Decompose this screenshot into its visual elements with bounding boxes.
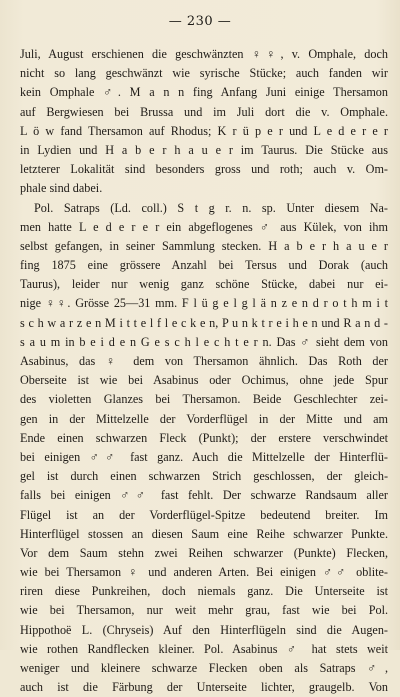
text-line: Juli, August erschienen die geschwänzten ♀♀, v. Omphale, doch	[20, 47, 388, 61]
text-line: weniger und kleinere schwarze Flecken oben als Satraps ♂,	[20, 661, 388, 675]
text-line: in Lydien und H a b e r h a u e r im Taurus. Die Stücke aus	[20, 142, 388, 157]
text-line: gel ist durch einen schwarzen Strich geschlossen, der gleich-	[20, 469, 388, 484]
text-line: letzterer Lokalität sind besonders gross und roth; auch v. Om-	[20, 162, 388, 177]
body-text	[20, 45, 388, 697]
text-line: riren diese Punkreihen, doch niemals ganz. Die Unterseite ist	[20, 584, 388, 599]
text-line: s c h w a r z e n M i t t e l f l e c k e n, P u n k t r e i h e n und R a n d -	[20, 315, 388, 330]
page-number: — 230 —	[168, 14, 232, 29]
text-line: wie rothen Randflecken kleiner. Pol. Asabinus ♂ hat stets weit	[20, 641, 388, 656]
text-line: selbst gefangen, in seiner Sammlung stecken. H a b e r h a u e r	[20, 238, 388, 253]
text-line: Pol. Satraps (Ld. coll.) S t g r. n. sp. Unter diesem Na-	[34, 200, 388, 215]
text-line: phale sind dabei.	[20, 181, 103, 196]
text-line: Asabinus, das ♀ dem von Thersamon ähnlich. Das Roth der	[20, 354, 388, 368]
text-line: nige ♀♀. Grösse 25—31 mm. F l ü g e l g l ä n z e n d r o t h m i t	[20, 296, 388, 311]
text-line: men hatte L e d e r e r ein abgeflogenes ♂ aus Külek, von ihm	[20, 219, 388, 234]
text-line: Vor dem Saum stehn zwei Reihen schwarzer (Punkte) Flecken,	[20, 545, 388, 560]
text-line: wie bei Thersamon ♀ und anderen Arten. Bei einigen ♂♂ oblite-	[20, 565, 388, 580]
text-line: Hippothoë L. (Chryseis) Auf den Hinterflügeln sind die Augen-	[20, 622, 388, 637]
text-line: Flügel ist an der Vorderflügel-Spitze bedeutend breiter. Im	[20, 507, 388, 522]
text-line: Oberseite ist wie bei Asabinus oder Ochimus, ohne jede Spur	[20, 373, 388, 388]
text-line: auch ist die Färbung der Unterseite lichter, graugelb. Von	[20, 680, 388, 695]
text-line: Ende einen schwarzen Fleck (Punkt); der erstere verschwindet	[20, 430, 388, 445]
text-line: nicht so lang geschwänzt wie syrische Stücke; auch fanden wir	[20, 66, 388, 81]
text-line: wie bei Thersamon, nur weit mehr grau, fast wie bei Pol.	[20, 603, 388, 618]
text-line: gen in der Mittelzelle der Vorderflügel in der Mitte und am	[20, 411, 388, 426]
text-line: falls bei einigen ♂♂ fast fehlt. Der schwarze Randsaum aller	[20, 488, 388, 503]
text-line: des violetten Glanzes bei Thersamon. Beide Geschlechter zei-	[20, 392, 388, 407]
text-line: s a u m in b e i d e n G e s c h l e c h t e r n. Das ♂ sieht dem von	[20, 334, 388, 349]
text-line: auf Bergwiesen bei Brussa und im Juli dort die v. Omphale.	[20, 104, 388, 119]
text-line: Taurus), leider nur wenig ganz schöne Stücke, dabei nur ei-	[20, 277, 388, 292]
text-line: kein Omphale ♂. M a n n fing Anfang Juni einige Thersamon	[20, 85, 388, 100]
text-line: L ö w fand Thersamon auf Rhodus; K r ü p e r und L e d e r e r	[20, 123, 388, 138]
text-line: fing 1875 eine grössere Anzahl bei Tersus und Dorak (auch	[20, 258, 388, 273]
text-line: Hinterflügel stossen an diesen Saum eine Reihe schwarzer Punkte.	[20, 526, 388, 541]
text-line: bei einigen ♂♂ fast ganz. Auch die Mittelzelle der Hinterflü-	[20, 449, 388, 464]
